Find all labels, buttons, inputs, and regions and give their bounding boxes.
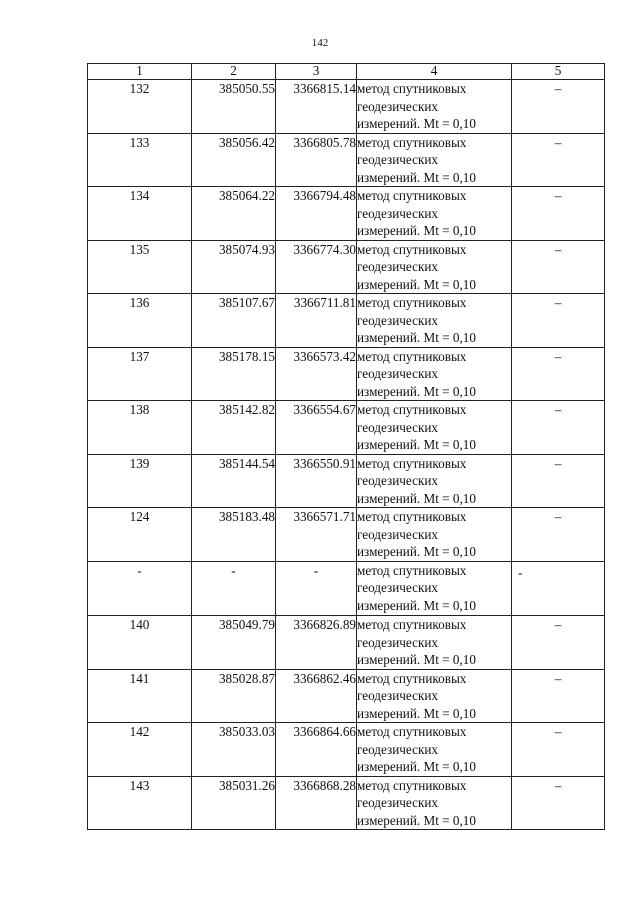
method-cell [357, 669, 512, 723]
coordinate-x-cell: 385031.26 [192, 776, 276, 830]
method-line: геодезических [357, 688, 439, 703]
table-row [88, 776, 605, 830]
coordinate-y-cell: - [276, 561, 357, 616]
method-line: метод спутниковых [357, 617, 467, 632]
method-line: геодезических [357, 98, 439, 114]
method-cell [357, 776, 512, 830]
coordinate-x-cell: 385144.54 [192, 454, 276, 508]
method-line: измерений. Mt = 0,10 [357, 223, 476, 238]
note-cell: – [512, 723, 605, 777]
method-line: измерений. Mt = 0,10 [357, 437, 476, 452]
method-line: метод спутниковых [357, 241, 467, 257]
method-line: метод спутниковых [357, 295, 467, 310]
note-cell: – [512, 294, 605, 348]
note-cell: – [512, 616, 605, 670]
note-cell: – [512, 401, 605, 455]
point-number-cell: 124 [88, 508, 192, 562]
coordinate-x-cell: - [192, 561, 276, 616]
method-cell [357, 561, 512, 616]
point-number-cell: 136 [88, 294, 192, 348]
column-header-3: 3 [276, 64, 357, 80]
note-cell: - [512, 561, 605, 616]
method-line: измерений. Mt = 0,10 [357, 330, 476, 345]
method-line: геодезических [357, 580, 439, 595]
point-number-cell: 142 [88, 723, 192, 777]
table-row [88, 133, 605, 187]
method-line: геодезических [357, 526, 439, 542]
method-line: геодезических [357, 419, 439, 435]
coordinate-y-cell: 3366862.46 [276, 669, 357, 723]
method-cell [357, 508, 512, 562]
coordinates-table [87, 63, 605, 830]
note-cell: – [512, 80, 605, 134]
coordinate-y-cell: 3366815.14 [276, 80, 357, 134]
method-line: метод спутниковых [357, 402, 467, 417]
method-line: метод спутниковых [357, 724, 467, 739]
coordinate-x-cell: 385183.48 [192, 508, 276, 562]
table-header-row [88, 64, 605, 80]
method-line: геодезических [357, 795, 439, 810]
coordinate-x-cell: 385056.42 [192, 133, 276, 187]
coordinate-x-cell: 385028.87 [192, 669, 276, 723]
table-row [88, 454, 605, 508]
method-line: геодезических [357, 312, 439, 328]
column-header-1: 1 [88, 64, 192, 80]
coordinate-y-cell: 3366571.71 [276, 508, 357, 562]
method-line: метод спутниковых [357, 348, 467, 364]
point-number-cell: 139 [88, 454, 192, 508]
table-row [88, 240, 605, 294]
method-line: метод спутниковых [357, 81, 467, 96]
method-line: метод спутниковых [357, 562, 467, 578]
column-header-2: 2 [192, 64, 276, 80]
table-row [88, 401, 605, 455]
method-cell [357, 294, 512, 348]
coordinate-y-cell: 3366826.89 [276, 616, 357, 670]
coordinate-y-cell: 3366864.66 [276, 723, 357, 777]
coordinate-x-cell: 385049.79 [192, 616, 276, 670]
table-body [88, 80, 605, 830]
coordinate-x-cell: 385142.82 [192, 401, 276, 455]
coordinate-y-cell: 3366805.78 [276, 133, 357, 187]
method-cell [357, 723, 512, 777]
method-line: метод спутниковых [357, 777, 467, 793]
coordinate-y-cell: 3366711.81 [276, 294, 357, 348]
method-line: измерений. Mt = 0,10 [357, 116, 476, 131]
table-row [88, 294, 605, 348]
method-line: геодезических [357, 634, 439, 650]
method-cell [357, 454, 512, 508]
table-row [88, 508, 605, 562]
note-cell: – [512, 347, 605, 401]
note-cell: – [512, 454, 605, 508]
coordinate-x-cell: 385074.93 [192, 240, 276, 294]
page-number: 142 [311, 37, 329, 49]
point-number-cell: 134 [88, 187, 192, 241]
method-line: измерений. Mt = 0,10 [357, 705, 476, 721]
method-line: измерений. Mt = 0,10 [357, 169, 476, 185]
method-line: метод спутниковых [357, 455, 467, 471]
column-header-4: 4 [357, 64, 512, 80]
method-line: измерений. Mt = 0,10 [357, 759, 476, 774]
table-row [88, 80, 605, 134]
method-line: геодезических [357, 741, 439, 757]
method-cell [357, 347, 512, 401]
coordinate-x-cell: 385050.55 [192, 80, 276, 134]
note-cell: – [512, 776, 605, 830]
point-number-cell: 138 [88, 401, 192, 455]
coordinate-x-cell: 385107.67 [192, 294, 276, 348]
point-number-cell: 135 [88, 240, 192, 294]
method-line: геодезических [357, 152, 439, 167]
method-line: измерений. Mt = 0,10 [357, 490, 476, 506]
note-cell: – [512, 240, 605, 294]
method-cell [357, 240, 512, 294]
coordinate-y-cell: 3366554.67 [276, 401, 357, 455]
coordinate-y-cell: 3366868.28 [276, 776, 357, 830]
point-number-cell: - [88, 561, 192, 616]
coordinate-x-cell: 385178.15 [192, 347, 276, 401]
point-number-cell: 137 [88, 347, 192, 401]
point-number-cell: 132 [88, 80, 192, 134]
method-line: геодезических [357, 259, 439, 274]
point-number-cell: 140 [88, 616, 192, 670]
coordinate-x-cell: 385033.03 [192, 723, 276, 777]
method-cell [357, 616, 512, 670]
table-row [88, 723, 605, 777]
table-row [88, 616, 605, 670]
method-line: геодезических [357, 473, 439, 488]
table-row [88, 669, 605, 723]
method-line: метод спутниковых [357, 134, 467, 150]
column-header-5: 5 [512, 64, 605, 80]
method-line: метод спутниковых [357, 188, 467, 203]
coordinate-y-cell: 3366573.42 [276, 347, 357, 401]
note-cell: – [512, 669, 605, 723]
method-line: геодезических [357, 366, 439, 381]
method-cell [357, 401, 512, 455]
note-cell: – [512, 187, 605, 241]
coordinate-y-cell: 3366794.48 [276, 187, 357, 241]
method-cell [357, 133, 512, 187]
method-line: метод спутниковых [357, 670, 467, 686]
table-row [88, 347, 605, 401]
method-cell [357, 187, 512, 241]
coordinate-y-cell: 3366774.30 [276, 240, 357, 294]
method-line: метод спутниковых [357, 509, 467, 524]
table-row [88, 187, 605, 241]
method-line: геодезических [357, 205, 439, 221]
method-line: измерений. Mt = 0,10 [357, 812, 476, 828]
coordinate-y-cell: 3366550.91 [276, 454, 357, 508]
point-number-cell: 143 [88, 776, 192, 830]
note-cell: – [512, 133, 605, 187]
note-cell: – [512, 508, 605, 562]
method-line: измерений. Mt = 0,10 [357, 544, 476, 559]
table-row [88, 561, 605, 616]
coordinate-x-cell: 385064.22 [192, 187, 276, 241]
point-number-cell: 141 [88, 669, 192, 723]
method-line: измерений. Mt = 0,10 [357, 597, 476, 613]
method-line: измерений. Mt = 0,10 [357, 276, 476, 292]
method-line: измерений. Mt = 0,10 [357, 383, 476, 399]
method-cell [357, 80, 512, 134]
method-line: измерений. Mt = 0,10 [357, 652, 476, 667]
point-number-cell: 133 [88, 133, 192, 187]
